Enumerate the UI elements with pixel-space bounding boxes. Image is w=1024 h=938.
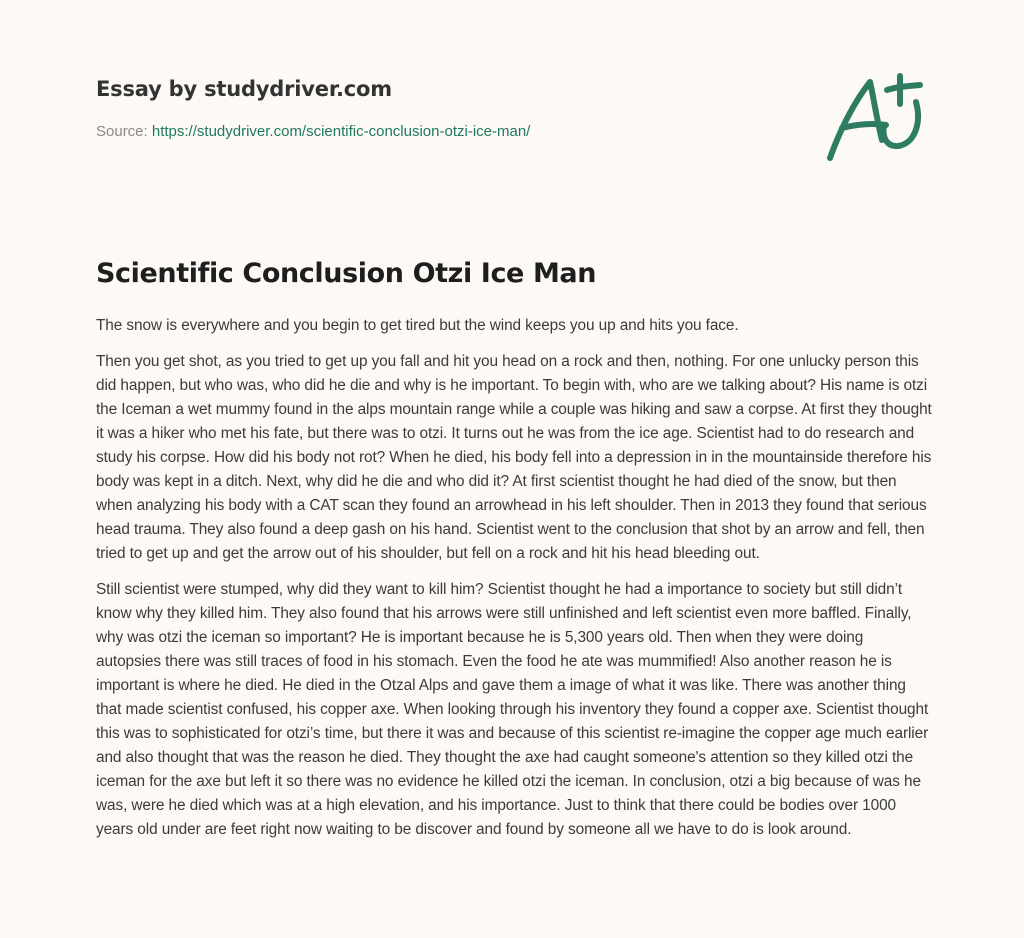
paragraph: Then you get shot, as you tried to get up you fall and hit you head on a rock and then, nothing. For one unlucky person this did happen, but who was, who did he die and why is he important. To begin with, who are we talking about? His name is otzi the Iceman a wet mummy found in the alps mountain range while a couple was hiking and saw a corpse. At first they thought it was a hiker who met his fate, but there was to otzi. It turns out he was from the ice age. Scientist had to do research and study his corpse. How did his body not rot? When he died, his body fell into a depression in in the mountainside therefore his body was kept in a ditch. Next, why did he die and who did it? At first scientist thought he had died of the snow, but then when analyzing his body with a CAT scan they found an arrowhead in his left shoulder. Then in 2013 they found that serious head trauma. They also found a deep gash on his hand. Scientist went to the conclusion that shot by an arrow and fell, then tried to get up and get the arrow out of his shoulder, but fell on a rock and hit his head bleeding out. <box>96 353 932 562</box>
source-label: Source: <box>96 123 152 140</box>
essay-title: Scientific Conclusion Otzi Ice Man <box>96 258 597 289</box>
essay-body <box>96 314 932 854</box>
brand-title: Essay by studydriver.com <box>96 77 392 101</box>
source-line <box>96 122 796 142</box>
source-link[interactable]: https://studydriver.com/scientific-conclusion-otzi-ice-man/ <box>151 123 531 140</box>
page-header <box>96 74 796 142</box>
paragraph: Still scientist were stumped, why did they want to kill him? Scientist thought he had a importance to society but still didn’t know why they killed him. They also found that his arrows were still unfinished and left scientist even more baffled. Finally, why was otzi the iceman so important? He is important because he is 5,300 years old. Then when they were doing autopsies there was still traces of food in his stomach. Even the food he ate was mummified! Also another reason he is important is where he died. He died in the Otzal Alps and gave them a image of what it was like. There was another thing that made scientist confused, his copper axe. When looking through his inventory they found a copper axe. Scientist thought this was to sophisticated for otzi’s time, but there it was and because of this scientist re-imagine the copper age much earlier and also thought that was the reason he died. They thought the axe had caught someone's attention so they killed otzi the iceman for the axe but left it so there was no evidence he killed otzi the iceman. In conclusion, otzi a big because of was he was, were he died which was at a high elevation, and his importance. Just to think that there could be bodies over 1000 years old under are feet right now waiting to be discover and found by someone all we have to do is look around. <box>96 581 929 838</box>
paragraph: The snow is everywhere and you begin to get tired but the wind keeps you up and hits you face. <box>96 317 739 334</box>
a-plus-grade-icon <box>820 64 930 168</box>
